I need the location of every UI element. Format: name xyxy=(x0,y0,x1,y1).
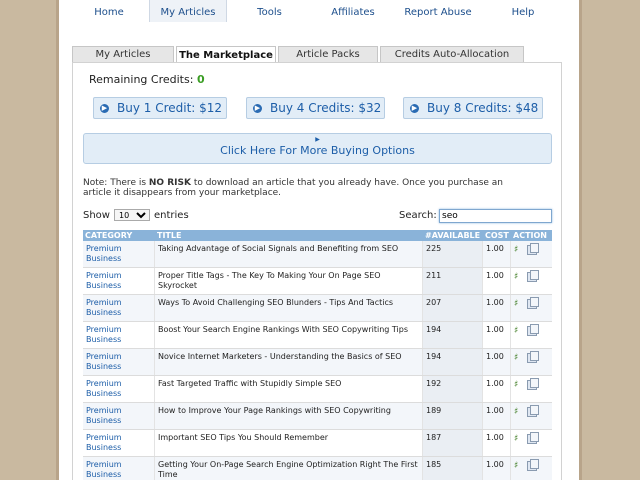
cart-icon[interactable]: ♯ xyxy=(514,245,519,255)
table-row xyxy=(83,241,552,268)
tab-my-articles[interactable]: My Articles xyxy=(72,46,174,62)
note-bold: NO RISK xyxy=(148,178,191,188)
preview-icon[interactable] xyxy=(527,434,537,444)
category-link[interactable]: Premium Business xyxy=(83,241,155,267)
cost-value: 1.00 xyxy=(483,430,511,456)
row-actions xyxy=(511,295,552,321)
available-count: 189 xyxy=(423,403,483,429)
cart-icon[interactable]: ♯ xyxy=(514,461,519,471)
nav-home[interactable]: Home xyxy=(94,7,124,18)
header-action: ACTION xyxy=(513,231,547,240)
tab-credits-auto-allocation[interactable]: Credits Auto-Allocation xyxy=(380,46,524,62)
table-row xyxy=(83,268,552,295)
preview-icon[interactable] xyxy=(527,461,537,471)
cost-value: 1.00 xyxy=(483,376,511,402)
category-link[interactable]: Premium Business xyxy=(83,268,155,294)
note-prefix: Note: There is xyxy=(83,178,149,188)
buy-8-credits-button[interactable] xyxy=(403,97,543,119)
buy-4-credits-button[interactable] xyxy=(246,97,385,119)
remaining-credits-label: Remaining Credits: xyxy=(89,73,194,86)
header-available[interactable]: #AVAILABLE xyxy=(425,231,481,240)
available-count: 194 xyxy=(423,322,483,348)
table-row xyxy=(83,457,552,480)
table-header xyxy=(83,230,552,241)
article-title: Ways To Avoid Challenging SEO Blunders - Tips And Tactics xyxy=(155,295,423,321)
cost-value: 1.00 xyxy=(483,457,511,480)
cost-value: 1.00 xyxy=(483,241,511,267)
row-actions xyxy=(511,349,552,375)
header-title[interactable]: TITLE xyxy=(157,231,182,240)
available-count: 194 xyxy=(423,349,483,375)
article-title: Important SEO Tips You Should Remember xyxy=(155,430,423,456)
cost-value: 1.00 xyxy=(483,268,511,294)
article-title: Boost Your Search Engine Rankings With SEO Copywriting Tips xyxy=(155,322,423,348)
cost-value: 1.00 xyxy=(483,349,511,375)
nav-tools[interactable]: Tools xyxy=(257,7,282,18)
tab-the-marketplace[interactable]: The Marketplace xyxy=(176,46,276,63)
tab-bar xyxy=(72,46,526,62)
category-link[interactable]: Premium Business xyxy=(83,349,155,375)
preview-icon[interactable] xyxy=(527,245,537,255)
buy-4-credits-label: Buy 4 Credits: $32 xyxy=(270,101,382,115)
arrow-circle-icon: ▶ xyxy=(254,104,261,112)
articles-table xyxy=(83,230,552,480)
table-row xyxy=(83,295,552,322)
buy-8-credits-label: Buy 8 Credits: $48 xyxy=(427,101,539,115)
available-count: 211 xyxy=(423,268,483,294)
more-buying-options-label: Click Here For More Buying Options xyxy=(220,144,415,157)
chevron-right-icon: ▶ xyxy=(315,136,320,143)
cart-icon[interactable]: ♯ xyxy=(514,326,519,336)
preview-icon[interactable] xyxy=(527,380,537,390)
tab-article-packs[interactable]: Article Packs xyxy=(278,46,378,62)
article-title: Getting Your On-Page Search Engine Optimization Right The First Time xyxy=(155,457,423,480)
preview-icon[interactable] xyxy=(527,407,537,417)
note-suffix: to download an article that you already have. Once you purchase an article it disappears from your marketplace. xyxy=(83,178,503,198)
row-actions xyxy=(511,241,552,267)
entries-suffix-label: entries xyxy=(153,209,189,221)
row-actions xyxy=(511,430,552,456)
article-title: Proper Title Tags - The Key To Making Your On Page SEO Skyrocket xyxy=(155,268,423,294)
nav-affiliates[interactable]: Affiliates xyxy=(331,7,375,18)
no-risk-note xyxy=(83,178,523,198)
table-row xyxy=(83,376,552,403)
header-category[interactable]: CATEGORY xyxy=(85,231,133,240)
table-body xyxy=(83,241,552,480)
buy-1-credit-button[interactable] xyxy=(93,97,227,119)
cart-icon[interactable]: ♯ xyxy=(514,272,519,282)
preview-icon[interactable] xyxy=(527,272,537,282)
cost-value: 1.00 xyxy=(483,295,511,321)
category-link[interactable]: Premium Business xyxy=(83,457,155,480)
article-title: Fast Targeted Traffic with Stupidly Simple SEO xyxy=(155,376,423,402)
available-count: 225 xyxy=(423,241,483,267)
cart-icon[interactable]: ♯ xyxy=(514,299,519,309)
available-count: 207 xyxy=(423,295,483,321)
remaining-credits-value: 0 xyxy=(196,73,205,86)
arrow-circle-icon: ▶ xyxy=(411,104,418,112)
cost-value: 1.00 xyxy=(483,403,511,429)
table-row xyxy=(83,430,552,457)
nav-report-abuse[interactable]: Report Abuse xyxy=(404,7,472,18)
cart-icon[interactable]: ♯ xyxy=(514,380,519,390)
table-row xyxy=(83,349,552,376)
category-link[interactable]: Premium Business xyxy=(83,322,155,348)
article-title: Novice Internet Marketers - Understanding the Basics of SEO xyxy=(155,349,423,375)
arrow-circle-icon: ▶ xyxy=(101,104,108,112)
category-link[interactable]: Premium Business xyxy=(83,403,155,429)
table-row xyxy=(83,403,552,430)
page-container xyxy=(56,0,582,480)
top-navigation xyxy=(69,0,569,22)
entries-show-label: Show xyxy=(83,209,110,221)
search-input[interactable] xyxy=(439,209,552,223)
row-actions xyxy=(511,268,552,294)
search-label: Search: xyxy=(399,210,437,221)
more-buying-options-button[interactable] xyxy=(83,133,552,164)
available-count: 192 xyxy=(423,376,483,402)
row-actions xyxy=(511,403,552,429)
cart-icon[interactable]: ♯ xyxy=(514,434,519,444)
article-title: How to Improve Your Page Rankings with SEO Copywriting xyxy=(155,403,423,429)
entries-select[interactable] xyxy=(114,209,150,221)
preview-icon[interactable] xyxy=(527,299,537,309)
category-link[interactable]: Premium Business xyxy=(83,295,155,321)
cart-icon[interactable]: ♯ xyxy=(514,407,519,417)
nav-my-articles[interactable]: My Articles xyxy=(149,0,227,22)
table-row xyxy=(83,322,552,349)
article-title: Taking Advantage of Social Signals and Benefiting from SEO xyxy=(155,241,423,267)
category-link[interactable]: Premium Business xyxy=(83,376,155,402)
row-actions xyxy=(511,376,552,402)
cost-value: 1.00 xyxy=(483,322,511,348)
cart-icon[interactable]: ♯ xyxy=(514,353,519,363)
row-actions xyxy=(511,322,552,348)
remaining-credits xyxy=(89,73,205,86)
nav-help[interactable]: Help xyxy=(511,7,535,18)
entries-control xyxy=(83,209,189,221)
preview-icon[interactable] xyxy=(527,326,537,336)
available-count: 185 xyxy=(423,457,483,480)
buy-1-credit-label: Buy 1 Credit: $12 xyxy=(117,101,223,115)
category-link[interactable]: Premium Business xyxy=(83,430,155,456)
preview-icon[interactable] xyxy=(527,353,537,363)
row-actions xyxy=(511,457,552,480)
header-cost[interactable]: COST xyxy=(485,231,509,240)
available-count: 187 xyxy=(423,430,483,456)
